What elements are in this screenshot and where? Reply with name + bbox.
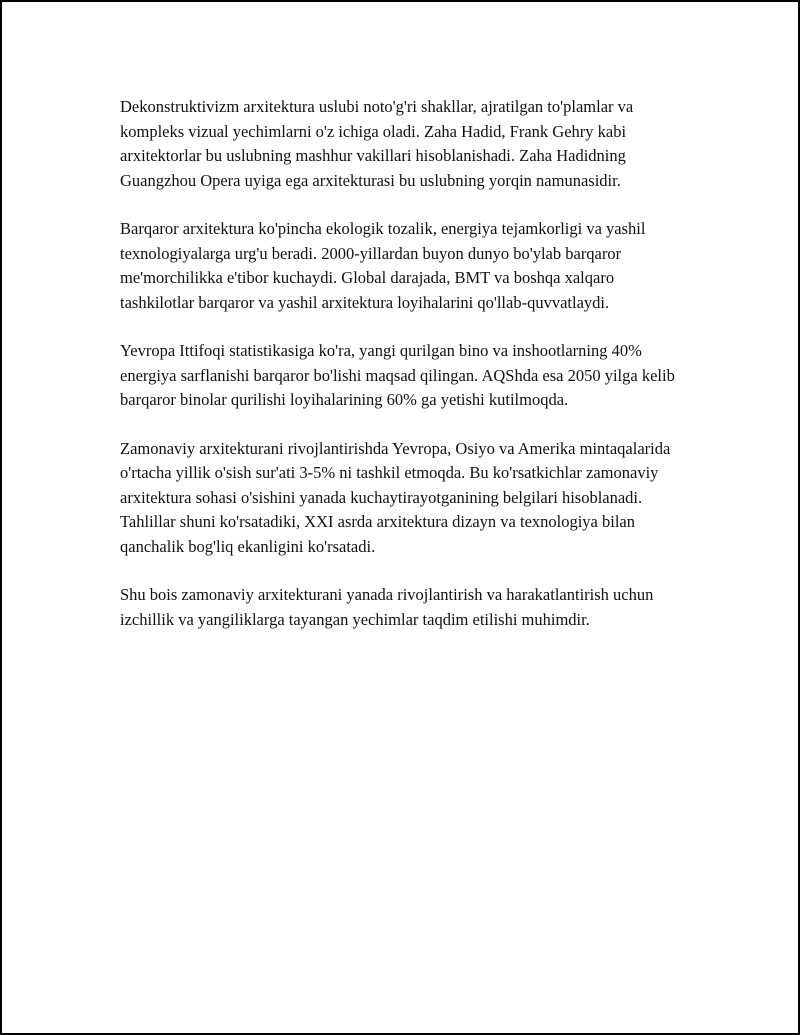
paragraph-conclusion: Shu bois zamonaviy arxitekturani yanada rivojlantirish va harakatlantirish uchun izchillik va yangiliklarga tayangan yechimlar taqdim etilishi muhimdir. <box>120 585 654 629</box>
document-body <box>120 95 682 656</box>
paragraph-growth-rate: Zamonaviy arxitekturani rivojlantirishda Yevropa, Osiyo va Amerika mintaqalarida o'rtacha yillik o'sish sur'ati 3-5% ni tashkil etmoqda. Bu ko'rsatkichlar zamonaviy arxitektura sohasi o'sishini yanada kuchaytirayotganining belgilari hisoblanadi. Tahlillar shuni ko'rsatadiki, XXI asrda arxitektura dizayn va texnologiya bilan qanchalik bog'liq ekanligini ko'rsatadi. <box>120 438 671 556</box>
paragraph-sustainable-architecture: Barqaror arxitektura ko'pincha ekologik tozalik, energiya tejamkorligi va yashil texnologiyalarga urg'u beradi. 2000-yillardan buyon dunyo bo'ylab barqaror me'morchilikka e'tibor kuchaydi. Global darajada, BMT va boshqa xalqaro tashkilotlar barqaror va yashil arxitektura loyihalarini qo'llab-quvvatlaydi. <box>120 219 646 312</box>
paragraph-eu-statistics: Yevropa Ittifoqi statistikasiga ko'ra, yangi qurilgan bino va inshootlarning 40% energiya sarflanishi barqaror bo'lishi maqsad qilingan. AQShda esa 2050 yilga kelib barqaror binolar qurilishi loyihalarining 60% ga yetishi kutilmoqda. <box>120 341 675 409</box>
paragraph-deconstructivism: Dekonstruktivizm arxitektura uslubi noto'g'ri shakllar, ajratilgan to'plamlar va kompleks vizual yechimlarni o'z ichiga oladi. Zaha Hadid, Frank Gehry kabi arxitektorlar bu uslubning mashhur vakillari hisoblanishadi. Zaha Hadidning Guangzhou Opera uyiga ega arxitekturasi bu uslubning yorqin namunasidir. <box>120 97 634 190</box>
